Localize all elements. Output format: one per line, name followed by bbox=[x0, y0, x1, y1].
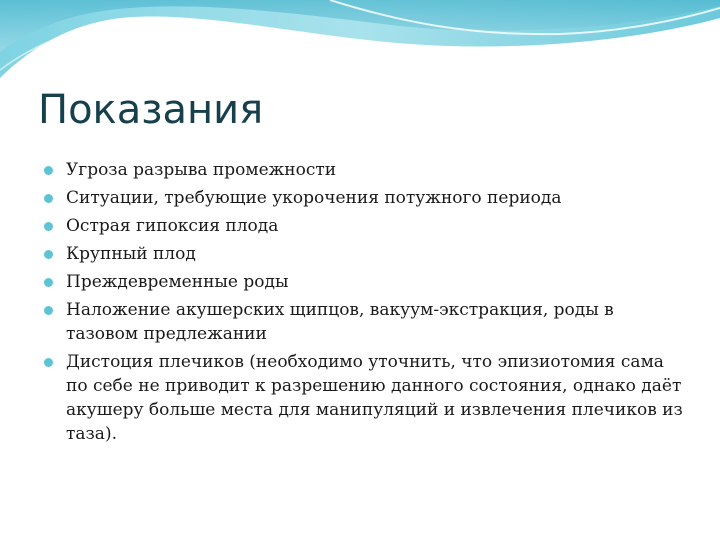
list-item-text: Острая гипоксия плода bbox=[66, 216, 279, 236]
list-item bbox=[44, 350, 684, 446]
bullet-icon bbox=[44, 250, 53, 259]
list-item-text: Преждевременные роды bbox=[66, 272, 289, 292]
list-item-text: Дистоция плечиков (необходимо уточнить, что эпизиотомия сама по себе не приводит к разрешению данного состояния, однако даёт акушеру больше места для манипуляций и извлечения плечиков из таза). bbox=[66, 352, 683, 444]
list-item-text: Крупный плод bbox=[66, 244, 196, 264]
bullet-icon bbox=[44, 194, 53, 203]
list-item bbox=[44, 298, 684, 346]
bullet-list bbox=[44, 158, 684, 450]
bullet-icon bbox=[44, 222, 53, 231]
list-item-text: Угроза разрыва промежности bbox=[66, 160, 337, 180]
list-item-text: Наложение акушерских щипцов, вакуум-экстракция, роды в тазовом предлежании bbox=[66, 300, 614, 344]
list-item bbox=[44, 270, 684, 294]
list-item bbox=[44, 186, 684, 210]
list-item bbox=[44, 158, 684, 182]
slide-title: Показания bbox=[38, 87, 264, 133]
bullet-icon bbox=[44, 358, 53, 367]
list-item bbox=[44, 242, 684, 266]
bullet-icon bbox=[44, 306, 53, 315]
list-item bbox=[44, 214, 684, 238]
header-wave-decoration bbox=[0, 0, 720, 90]
bullet-icon bbox=[44, 166, 53, 175]
bullet-icon bbox=[44, 278, 53, 287]
list-item-text: Ситуации, требующие укорочения потужного периода bbox=[66, 188, 562, 208]
